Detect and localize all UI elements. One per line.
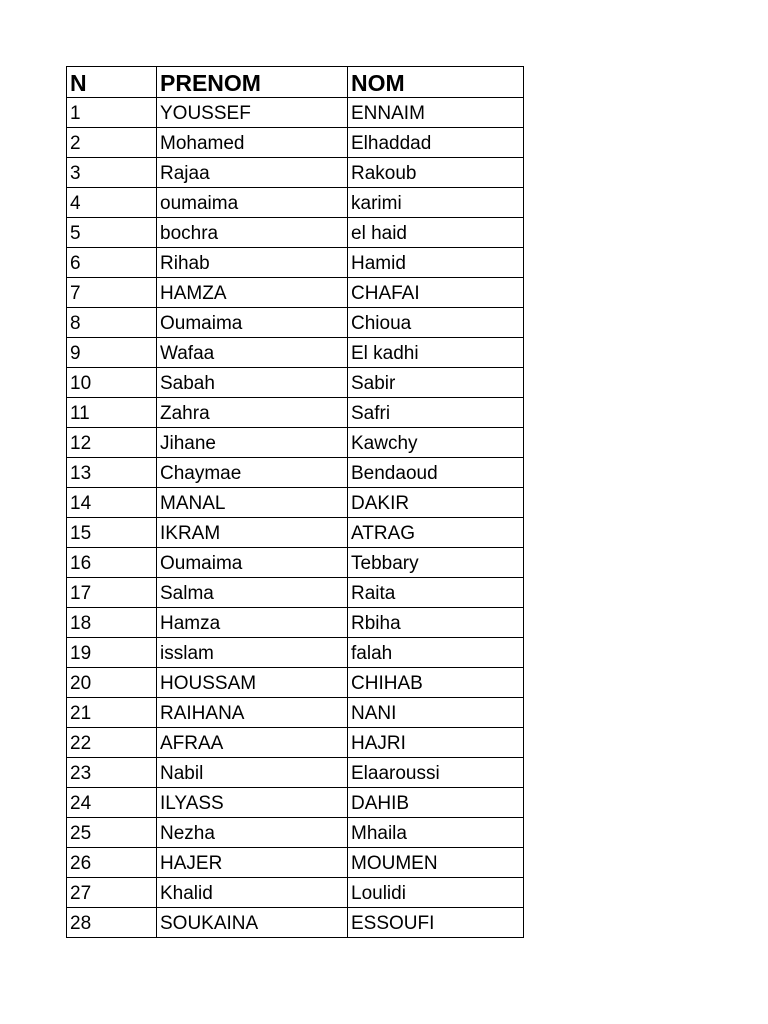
cell-number: 20	[67, 668, 157, 698]
cell-prenom: bochra	[157, 218, 348, 248]
cell-nom: Bendaoud	[348, 458, 524, 488]
cell-prenom: Nezha	[157, 818, 348, 848]
table-row	[67, 98, 524, 128]
cell-prenom: Rajaa	[157, 158, 348, 188]
cell-prenom: Wafaa	[157, 338, 348, 368]
cell-nom: Elhaddad	[348, 128, 524, 158]
cell-prenom: Salma	[157, 578, 348, 608]
cell-nom: CHIHAB	[348, 668, 524, 698]
cell-nom: Tebbary	[348, 548, 524, 578]
cell-prenom: HOUSSAM	[157, 668, 348, 698]
cell-nom: MOUMEN	[348, 848, 524, 878]
table-row	[67, 698, 524, 728]
cell-number: 25	[67, 818, 157, 848]
table-row	[67, 788, 524, 818]
cell-number: 7	[67, 278, 157, 308]
table-row	[67, 608, 524, 638]
cell-number: 24	[67, 788, 157, 818]
cell-prenom: Nabil	[157, 758, 348, 788]
table-row	[67, 398, 524, 428]
table-row	[67, 188, 524, 218]
cell-number: 27	[67, 878, 157, 908]
cell-nom: ESSOUFI	[348, 908, 524, 938]
table-row	[67, 818, 524, 848]
cell-prenom: Hamza	[157, 608, 348, 638]
cell-nom: ENNAIM	[348, 98, 524, 128]
cell-prenom: Oumaima	[157, 548, 348, 578]
cell-number: 9	[67, 338, 157, 368]
cell-nom: Kawchy	[348, 428, 524, 458]
table-row	[67, 668, 524, 698]
cell-prenom: oumaima	[157, 188, 348, 218]
cell-nom: ATRAG	[348, 518, 524, 548]
cell-prenom: ILYASS	[157, 788, 348, 818]
cell-number: 18	[67, 608, 157, 638]
cell-number: 4	[67, 188, 157, 218]
table-header-row	[67, 67, 524, 98]
cell-prenom: IKRAM	[157, 518, 348, 548]
cell-prenom: Mohamed	[157, 128, 348, 158]
table-row	[67, 518, 524, 548]
cell-number: 22	[67, 728, 157, 758]
table-row	[67, 578, 524, 608]
table-row	[67, 638, 524, 668]
cell-number: 19	[67, 638, 157, 668]
cell-prenom: Rihab	[157, 248, 348, 278]
cell-number: 23	[67, 758, 157, 788]
table-row	[67, 428, 524, 458]
cell-nom: El kadhi	[348, 338, 524, 368]
table-row	[67, 728, 524, 758]
cell-nom: Loulidi	[348, 878, 524, 908]
header-nom: NOM	[348, 67, 524, 98]
cell-nom: DAKIR	[348, 488, 524, 518]
cell-number: 15	[67, 518, 157, 548]
cell-prenom: SOUKAINA	[157, 908, 348, 938]
cell-number: 8	[67, 308, 157, 338]
cell-nom: DAHIB	[348, 788, 524, 818]
cell-nom: el haid	[348, 218, 524, 248]
table-row	[67, 278, 524, 308]
table-row	[67, 248, 524, 278]
cell-number: 21	[67, 698, 157, 728]
cell-number: 2	[67, 128, 157, 158]
cell-number: 1	[67, 98, 157, 128]
cell-prenom: HAMZA	[157, 278, 348, 308]
table-row	[67, 338, 524, 368]
cell-nom: Hamid	[348, 248, 524, 278]
cell-prenom: Chaymae	[157, 458, 348, 488]
cell-prenom: Sabah	[157, 368, 348, 398]
header-n: N	[67, 67, 157, 98]
cell-number: 10	[67, 368, 157, 398]
table-row	[67, 878, 524, 908]
cell-nom: Rbiha	[348, 608, 524, 638]
cell-number: 12	[67, 428, 157, 458]
cell-prenom: MANAL	[157, 488, 348, 518]
table-row	[67, 368, 524, 398]
cell-nom: CHAFAI	[348, 278, 524, 308]
cell-prenom: AFRAA	[157, 728, 348, 758]
cell-nom: falah	[348, 638, 524, 668]
cell-number: 6	[67, 248, 157, 278]
table-row	[67, 848, 524, 878]
cell-number: 3	[67, 158, 157, 188]
cell-number: 17	[67, 578, 157, 608]
table-row	[67, 548, 524, 578]
cell-number: 28	[67, 908, 157, 938]
cell-nom: karimi	[348, 188, 524, 218]
table-row	[67, 458, 524, 488]
cell-nom: HAJRI	[348, 728, 524, 758]
cell-prenom: HAJER	[157, 848, 348, 878]
cell-nom: Sabir	[348, 368, 524, 398]
cell-nom: Raita	[348, 578, 524, 608]
table-row	[67, 308, 524, 338]
table-row	[67, 218, 524, 248]
cell-number: 5	[67, 218, 157, 248]
cell-nom: Rakoub	[348, 158, 524, 188]
cell-nom: Mhaila	[348, 818, 524, 848]
header-prenom: PRENOM	[157, 67, 348, 98]
names-table	[66, 66, 524, 938]
table-row	[67, 758, 524, 788]
cell-number: 11	[67, 398, 157, 428]
table-body	[67, 98, 524, 938]
cell-number: 14	[67, 488, 157, 518]
table-row	[67, 908, 524, 938]
cell-nom: Elaaroussi	[348, 758, 524, 788]
cell-prenom: Jihane	[157, 428, 348, 458]
cell-prenom: Oumaima	[157, 308, 348, 338]
cell-prenom: Zahra	[157, 398, 348, 428]
cell-number: 26	[67, 848, 157, 878]
cell-prenom: RAIHANA	[157, 698, 348, 728]
cell-nom: Safri	[348, 398, 524, 428]
cell-prenom: Khalid	[157, 878, 348, 908]
table-row	[67, 128, 524, 158]
table-row	[67, 488, 524, 518]
cell-number: 13	[67, 458, 157, 488]
table-row	[67, 158, 524, 188]
cell-nom: NANI	[348, 698, 524, 728]
cell-prenom: isslam	[157, 638, 348, 668]
cell-nom: Chioua	[348, 308, 524, 338]
cell-number: 16	[67, 548, 157, 578]
cell-prenom: YOUSSEF	[157, 98, 348, 128]
